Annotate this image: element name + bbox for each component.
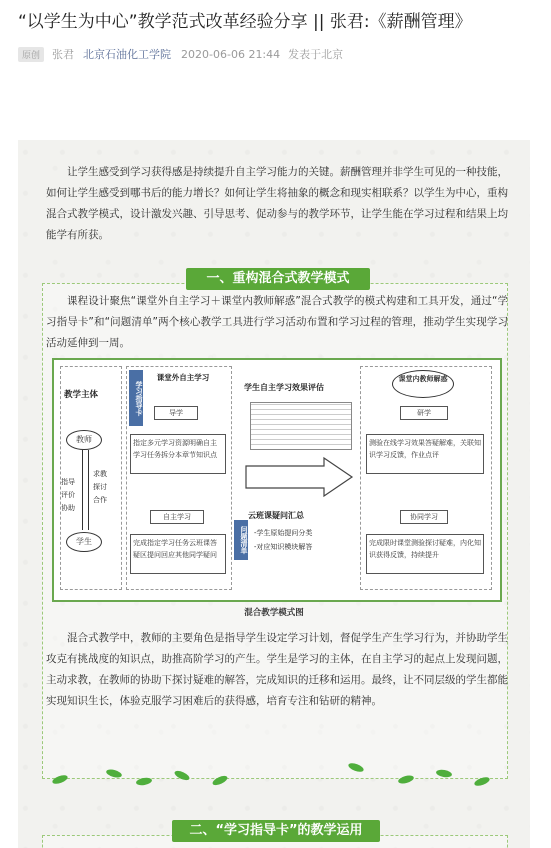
outside-class-label: 课堂外自主学习: [156, 373, 210, 382]
student-roles: 求教 探讨 合作: [93, 470, 107, 504]
cloud-summary-label: 云班课疑问汇总: [248, 510, 304, 520]
section2-heading: 二、“学习指导卡”的教学运用: [172, 820, 380, 842]
section1-paragraph1: 课程设计聚焦“课堂外自主学习＋课堂内教师解惑”混合式教学的模式构建和工具开发，通过“学习指导卡”和“问题清单”两个核心教学工具进行学习活动布置和学习过程的管理，推动学生实现学习活动延伸到一周。: [46, 295, 508, 349]
article-meta: [18, 46, 343, 62]
up-arrow-icon: [88, 450, 89, 530]
guide-label: 导学: [154, 406, 198, 420]
coop-label: 协同学习: [400, 510, 448, 524]
evaluation-table-image: [250, 402, 352, 450]
article-body: [18, 140, 530, 848]
section1-paragraph2: 混合式教学中，教师的主要角色是指导学生设定学习计划，督促学生产生学习行为，并协助学生攻克有挑战度的知识点，助推高阶学习的产生。学生是学习的主体，在自主学习的起点上发现问题，主动求教，在教师的协助下探讨疑难的解答，完成知识的迁移和运用。最终，让不同层级的学生都能实现知识生长，体验克服学习困难后的获得感，培育专注和钻研的精神。: [46, 632, 508, 707]
evaluation-title: 学生自主学习效果评估: [244, 382, 324, 392]
account-link[interactable]: 北京石油化工学院: [83, 48, 172, 61]
student-node: 学生: [66, 532, 102, 552]
coop-description: 完成限时课堂测验探讨疑难，内化知识获得反馈，持续提升: [366, 534, 484, 574]
publish-date: 2020-06-06 21:44: [181, 47, 281, 61]
teacher-roles: 指导 评价 协助: [61, 478, 75, 512]
diagram-caption: 混合教学模式图: [244, 608, 304, 618]
flow-arrow-icon: [244, 456, 356, 498]
article-title: “以学生为中心”教学范式改革经验分享 || 张君:《薪酬管理》: [18, 12, 472, 32]
down-arrow-icon: [82, 450, 83, 530]
publish-location: 发表于北京: [288, 48, 344, 61]
section1-heading: 一、重构混合式教学模式: [186, 268, 370, 290]
self-study-label: 自主学习: [150, 510, 204, 524]
teacher-node: 教师: [66, 430, 102, 450]
guide-card-label: 学习指导卡: [129, 370, 143, 426]
blended-teaching-diagram: [52, 358, 502, 602]
guide-description: 指定多元学习资源明确自主学习任务拆分本章节知识点: [130, 434, 226, 474]
intro-paragraph: 让学生感受到学习获得感是持续提升自主学习能力的关键。薪酬管理并非学生可见的一种技能，如何让学生感受到哪书后的能力增长？如何让学生将抽象的概念和现实相联系？以学生为中心，重构混合式教学模式，设计激发兴趣、引导思考、促动参与的教学环节，让学生能在学习过程和结果上均能学有所获。: [46, 166, 508, 241]
author-name[interactable]: 张君: [52, 48, 75, 61]
original-tag: 原创: [18, 47, 44, 62]
cloud-items: -学生原始提问分类 -对应知识模块解答: [254, 529, 313, 551]
main-subject-label: 教学主体: [64, 390, 99, 400]
research-label: 研学: [400, 406, 448, 420]
research-description: 测验在线学习效果答疑解难，关联知识学习反馈，作业点评: [366, 434, 484, 474]
self-study-description: 完成指定学习任务云班课答疑区提问回应其他同学疑问: [130, 534, 226, 574]
question-list-label: 问题清单: [234, 520, 248, 560]
inside-class-label: 课堂内教师解惑: [392, 370, 454, 398]
